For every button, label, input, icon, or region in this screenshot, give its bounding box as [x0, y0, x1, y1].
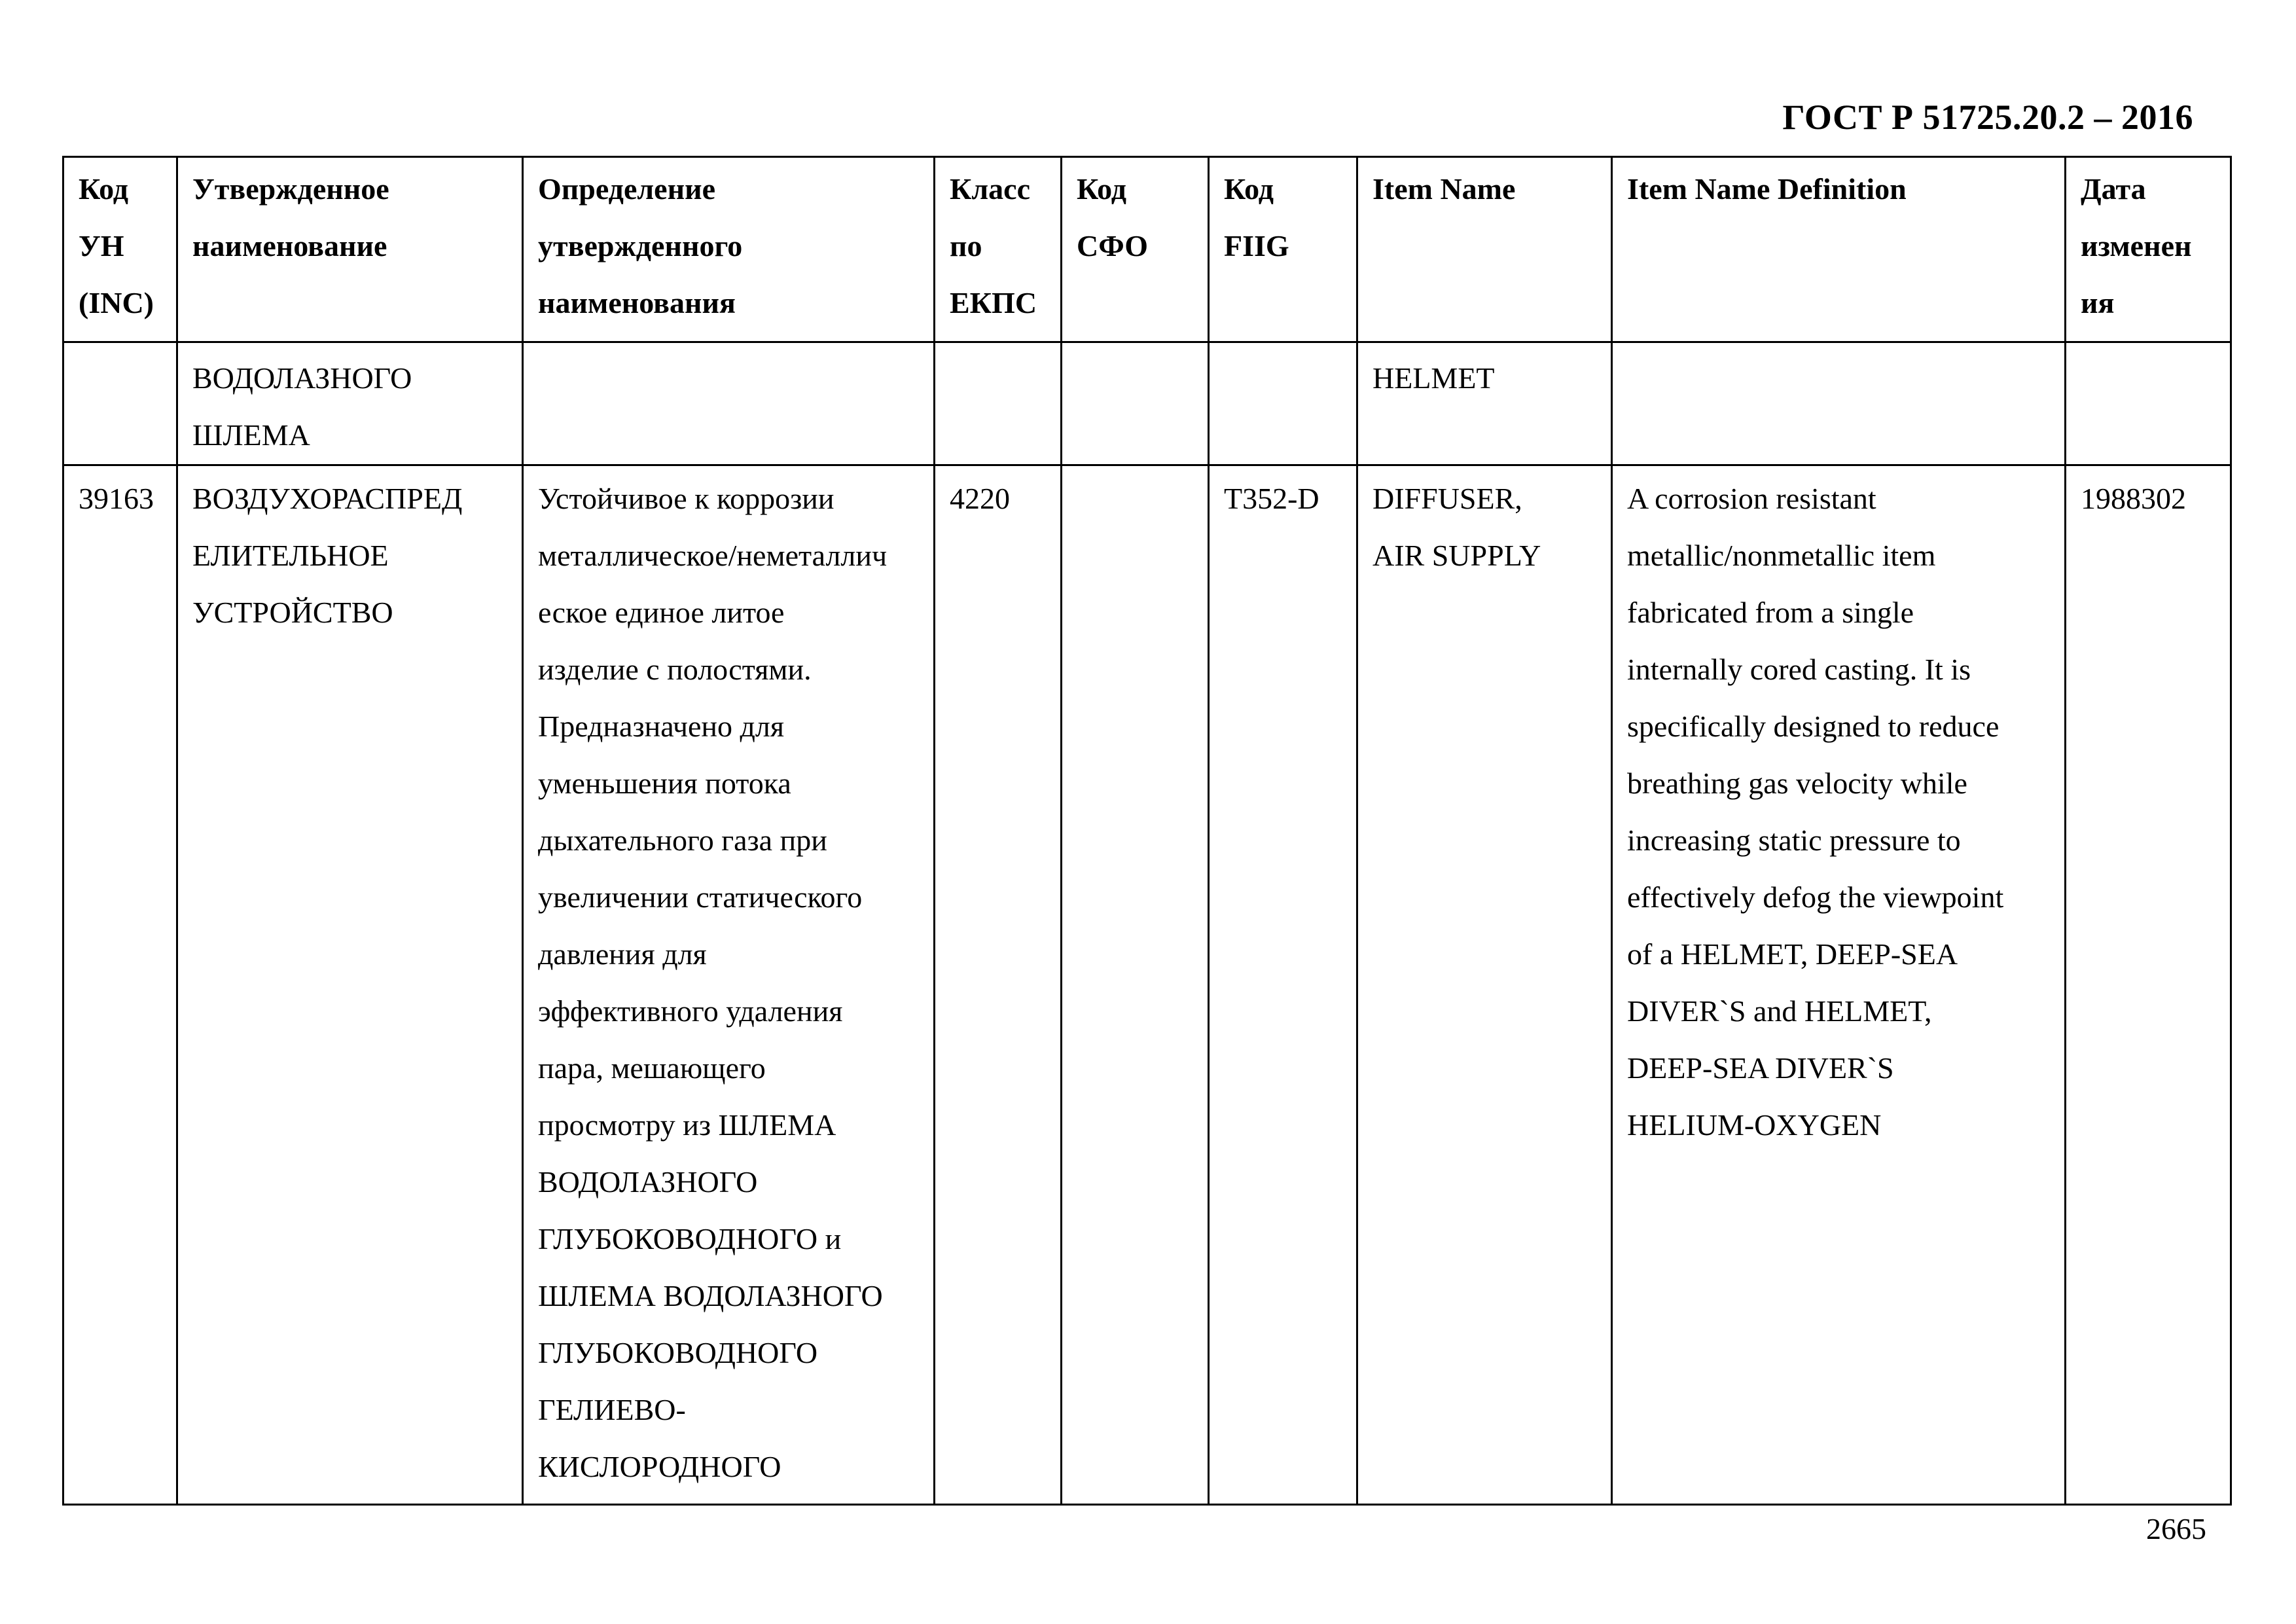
column-header-fiig: Код FIIG — [1209, 157, 1357, 342]
cell-approved-name: ВОДОЛАЗНОГО ШЛЕМА — [177, 342, 523, 465]
cell-sfo — [1062, 465, 1209, 1505]
column-header-inc: Код УН (INC) — [63, 157, 177, 342]
cell-name-definition: Устойчивое к коррозии металлическое/неметаллич еское единое литое изделие с полостями. Предназначено для уменьшения потока дыхательного газа при увеличении статического давления для эффективного удаления пара, мешающего просмотру из ШЛЕМА ВОДОЛАЗНОГО ГЛУБОКОВОДНОГО и ШЛЕМА ВОДОЛАЗНОГО ГЛУБОКОВОДНОГО ГЕЛИЕВО- КИСЛОРОДНОГО — [523, 465, 935, 1505]
cell-inc: 39163 — [63, 465, 177, 1505]
cell-fiig — [1209, 342, 1357, 465]
nomenclature-table — [62, 156, 2232, 1506]
cell-class — [935, 342, 1062, 465]
cell-item-name: DIFFUSER, AIR SUPPLY — [1357, 465, 1612, 1505]
column-header-approved-name: Утвержденное наименование — [177, 157, 523, 342]
column-header-item-name: Item Name — [1357, 157, 1612, 342]
column-header-name-definition: Определение утвержденного наименования — [523, 157, 935, 342]
cell-inc — [63, 342, 177, 465]
column-header-sfo: Код СФО — [1062, 157, 1209, 342]
column-header-class: Класс по ЕКПС — [935, 157, 1062, 342]
cell-approved-name: ВОЗДУХОРАСПРЕД ЕЛИТЕЛЬНОЕ УСТРОЙСТВО — [177, 465, 523, 1505]
cell-fiig: T352-D — [1209, 465, 1357, 1505]
document-title: ГОСТ Р 51725.20.2 – 2016 — [1782, 98, 2193, 137]
cell-change-date: 1988302 — [2066, 465, 2231, 1505]
table-row-continuation — [63, 342, 2231, 465]
cell-class: 4220 — [935, 465, 1062, 1505]
column-header-item-name-definition: Item Name Definition — [1612, 157, 2066, 342]
cell-sfo — [1062, 342, 1209, 465]
cell-item-name-definition — [1612, 342, 2066, 465]
page-number: 2665 — [2146, 1512, 2206, 1545]
table-header-row — [63, 157, 2231, 342]
cell-item-name: HELMET — [1357, 342, 1612, 465]
cell-change-date — [2066, 342, 2231, 465]
cell-item-name-definition: A corrosion resistant metallic/nonmetallic item fabricated from a single internally cored casting. It is specifically designed to reduce breathing gas velocity while increasing static pressure to effectively defog the viewpoint of a HELMET, DEEP-SEA DIVER`S and HELMET, DEEP-SEA DIVER`S HELIUM-OXYGEN — [1612, 465, 2066, 1505]
column-header-change-date: Дата изменен ия — [2066, 157, 2231, 342]
cell-name-definition — [523, 342, 935, 465]
table-row — [63, 465, 2231, 1505]
